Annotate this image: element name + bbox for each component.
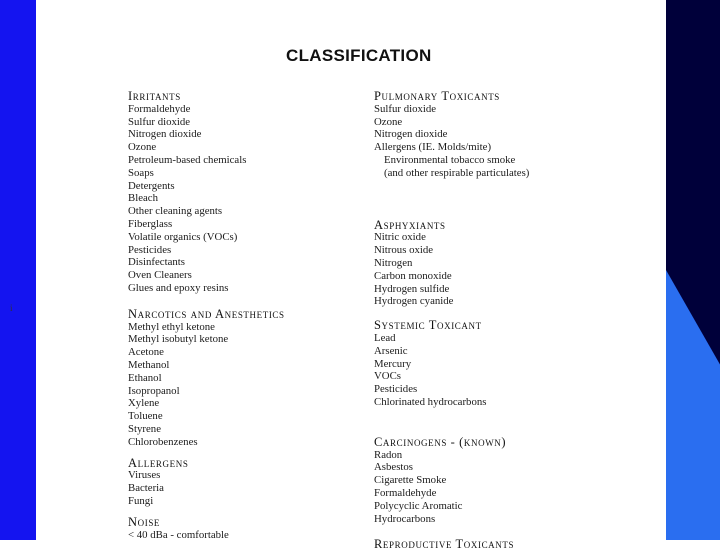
list-item: Ozone <box>374 115 403 128</box>
systemic-list <box>374 332 529 409</box>
list-item: Sulfur dioxide <box>374 102 437 115</box>
list-item: Styrene <box>128 422 161 435</box>
list-item: Formaldehyde <box>128 102 191 115</box>
list-item: Xylene <box>128 397 160 410</box>
right-column <box>374 90 529 551</box>
list-item: Environmental tobacco smoke <box>384 153 516 166</box>
list-item: Methanol <box>128 358 170 371</box>
list-item: Acetone <box>128 346 164 359</box>
list-item: Radon <box>374 448 403 461</box>
list-item: Detergents <box>128 179 175 192</box>
list-item: VOCs <box>374 370 401 383</box>
carcinogens-list <box>374 449 529 526</box>
allergens-list <box>128 469 285 507</box>
heading-noise: Noise <box>128 514 161 529</box>
list-item: Asbestos <box>374 461 413 474</box>
pulmonary-list <box>374 103 529 154</box>
heading-carcinogens: Carcinogens - (known) <box>374 434 507 449</box>
list-item: Lead <box>374 331 396 344</box>
heading-asphyxiants: Asphyxiants <box>374 217 446 232</box>
list-item: < 40 dBa - comfortable <box>128 528 229 541</box>
narcotics-list <box>128 321 285 449</box>
list-item: Cigarette Smoke <box>374 474 447 487</box>
noise-list <box>128 529 285 542</box>
heading-reproductive: Reproductive Toxicants <box>374 537 515 551</box>
list-item: Viruses <box>128 469 161 482</box>
list-item: Petroleum-based chemicals <box>128 153 247 166</box>
heading-allergens: Allergens <box>128 455 189 470</box>
irritants-list <box>128 103 285 295</box>
list-item: Disinfectants <box>128 256 185 269</box>
list-item: Polycyclic Aromatic <box>374 499 463 512</box>
list-item: Nitrous oxide <box>374 244 434 257</box>
left-blue-bar <box>0 0 36 540</box>
list-item: Fiberglass <box>128 217 173 230</box>
list-item: Ozone <box>128 141 157 154</box>
heading-irritants: Irritants <box>128 89 181 103</box>
list-item: Formaldehyde <box>374 486 437 499</box>
left-column <box>128 90 285 541</box>
list-item: Chlorinated hydrocarbons <box>374 395 487 408</box>
list-item: Isopropanol <box>128 384 180 397</box>
list-item: Volatile organics (VOCs) <box>128 230 238 243</box>
list-item: Nitrogen dioxide <box>128 128 202 141</box>
pulmonary-sub-list <box>374 154 529 180</box>
list-item: Sulfur dioxide <box>128 115 191 128</box>
heading-pulmonary: Pulmonary Toxicants <box>374 89 500 103</box>
list-item: Nitrogen dioxide <box>374 128 448 141</box>
list-item: Hydrocarbons <box>374 512 436 525</box>
list-item: Nitric oxide <box>374 231 426 244</box>
list-item: Soaps <box>128 166 154 179</box>
asphyxiants-list <box>374 231 529 308</box>
list-item: Allergens (IE. Molds/mite) <box>374 141 492 154</box>
list-item: Fungi <box>128 494 154 507</box>
list-item: Methyl ethyl ketone <box>128 320 215 333</box>
list-item: Bacteria <box>128 482 164 495</box>
list-item: Toluene <box>128 410 163 423</box>
heading-systemic: Systemic Toxicant <box>374 318 482 333</box>
list-item: (and other respirable particulates) <box>384 166 530 179</box>
list-item: Ethanol <box>128 371 162 384</box>
heading-narcotics: Narcotics and Anesthetics <box>128 306 285 321</box>
list-item: Hydrogen cyanide <box>374 295 454 308</box>
list-item: Arsenic <box>374 344 408 357</box>
slide-content <box>36 0 666 551</box>
list-item: Carbon monoxide <box>374 269 452 282</box>
list-item: Methyl isobutyl ketone <box>128 333 229 346</box>
list-item: Oven Cleaners <box>128 269 192 282</box>
stray-mark: i <box>10 303 13 313</box>
list-item: Chlorobenzenes <box>128 435 198 448</box>
list-item: Nitrogen <box>374 256 413 269</box>
list-item: Hydrogen sulfide <box>374 282 450 295</box>
list-item: Pesticides <box>128 243 172 256</box>
list-item: Pesticides <box>374 383 418 396</box>
list-item: Bleach <box>128 192 158 205</box>
list-item: Mercury <box>374 357 412 370</box>
list-item: Other cleaning agents <box>128 205 223 218</box>
page-title: CLASSIFICATION <box>286 46 432 65</box>
list-item: Glues and epoxy resins <box>128 281 229 294</box>
